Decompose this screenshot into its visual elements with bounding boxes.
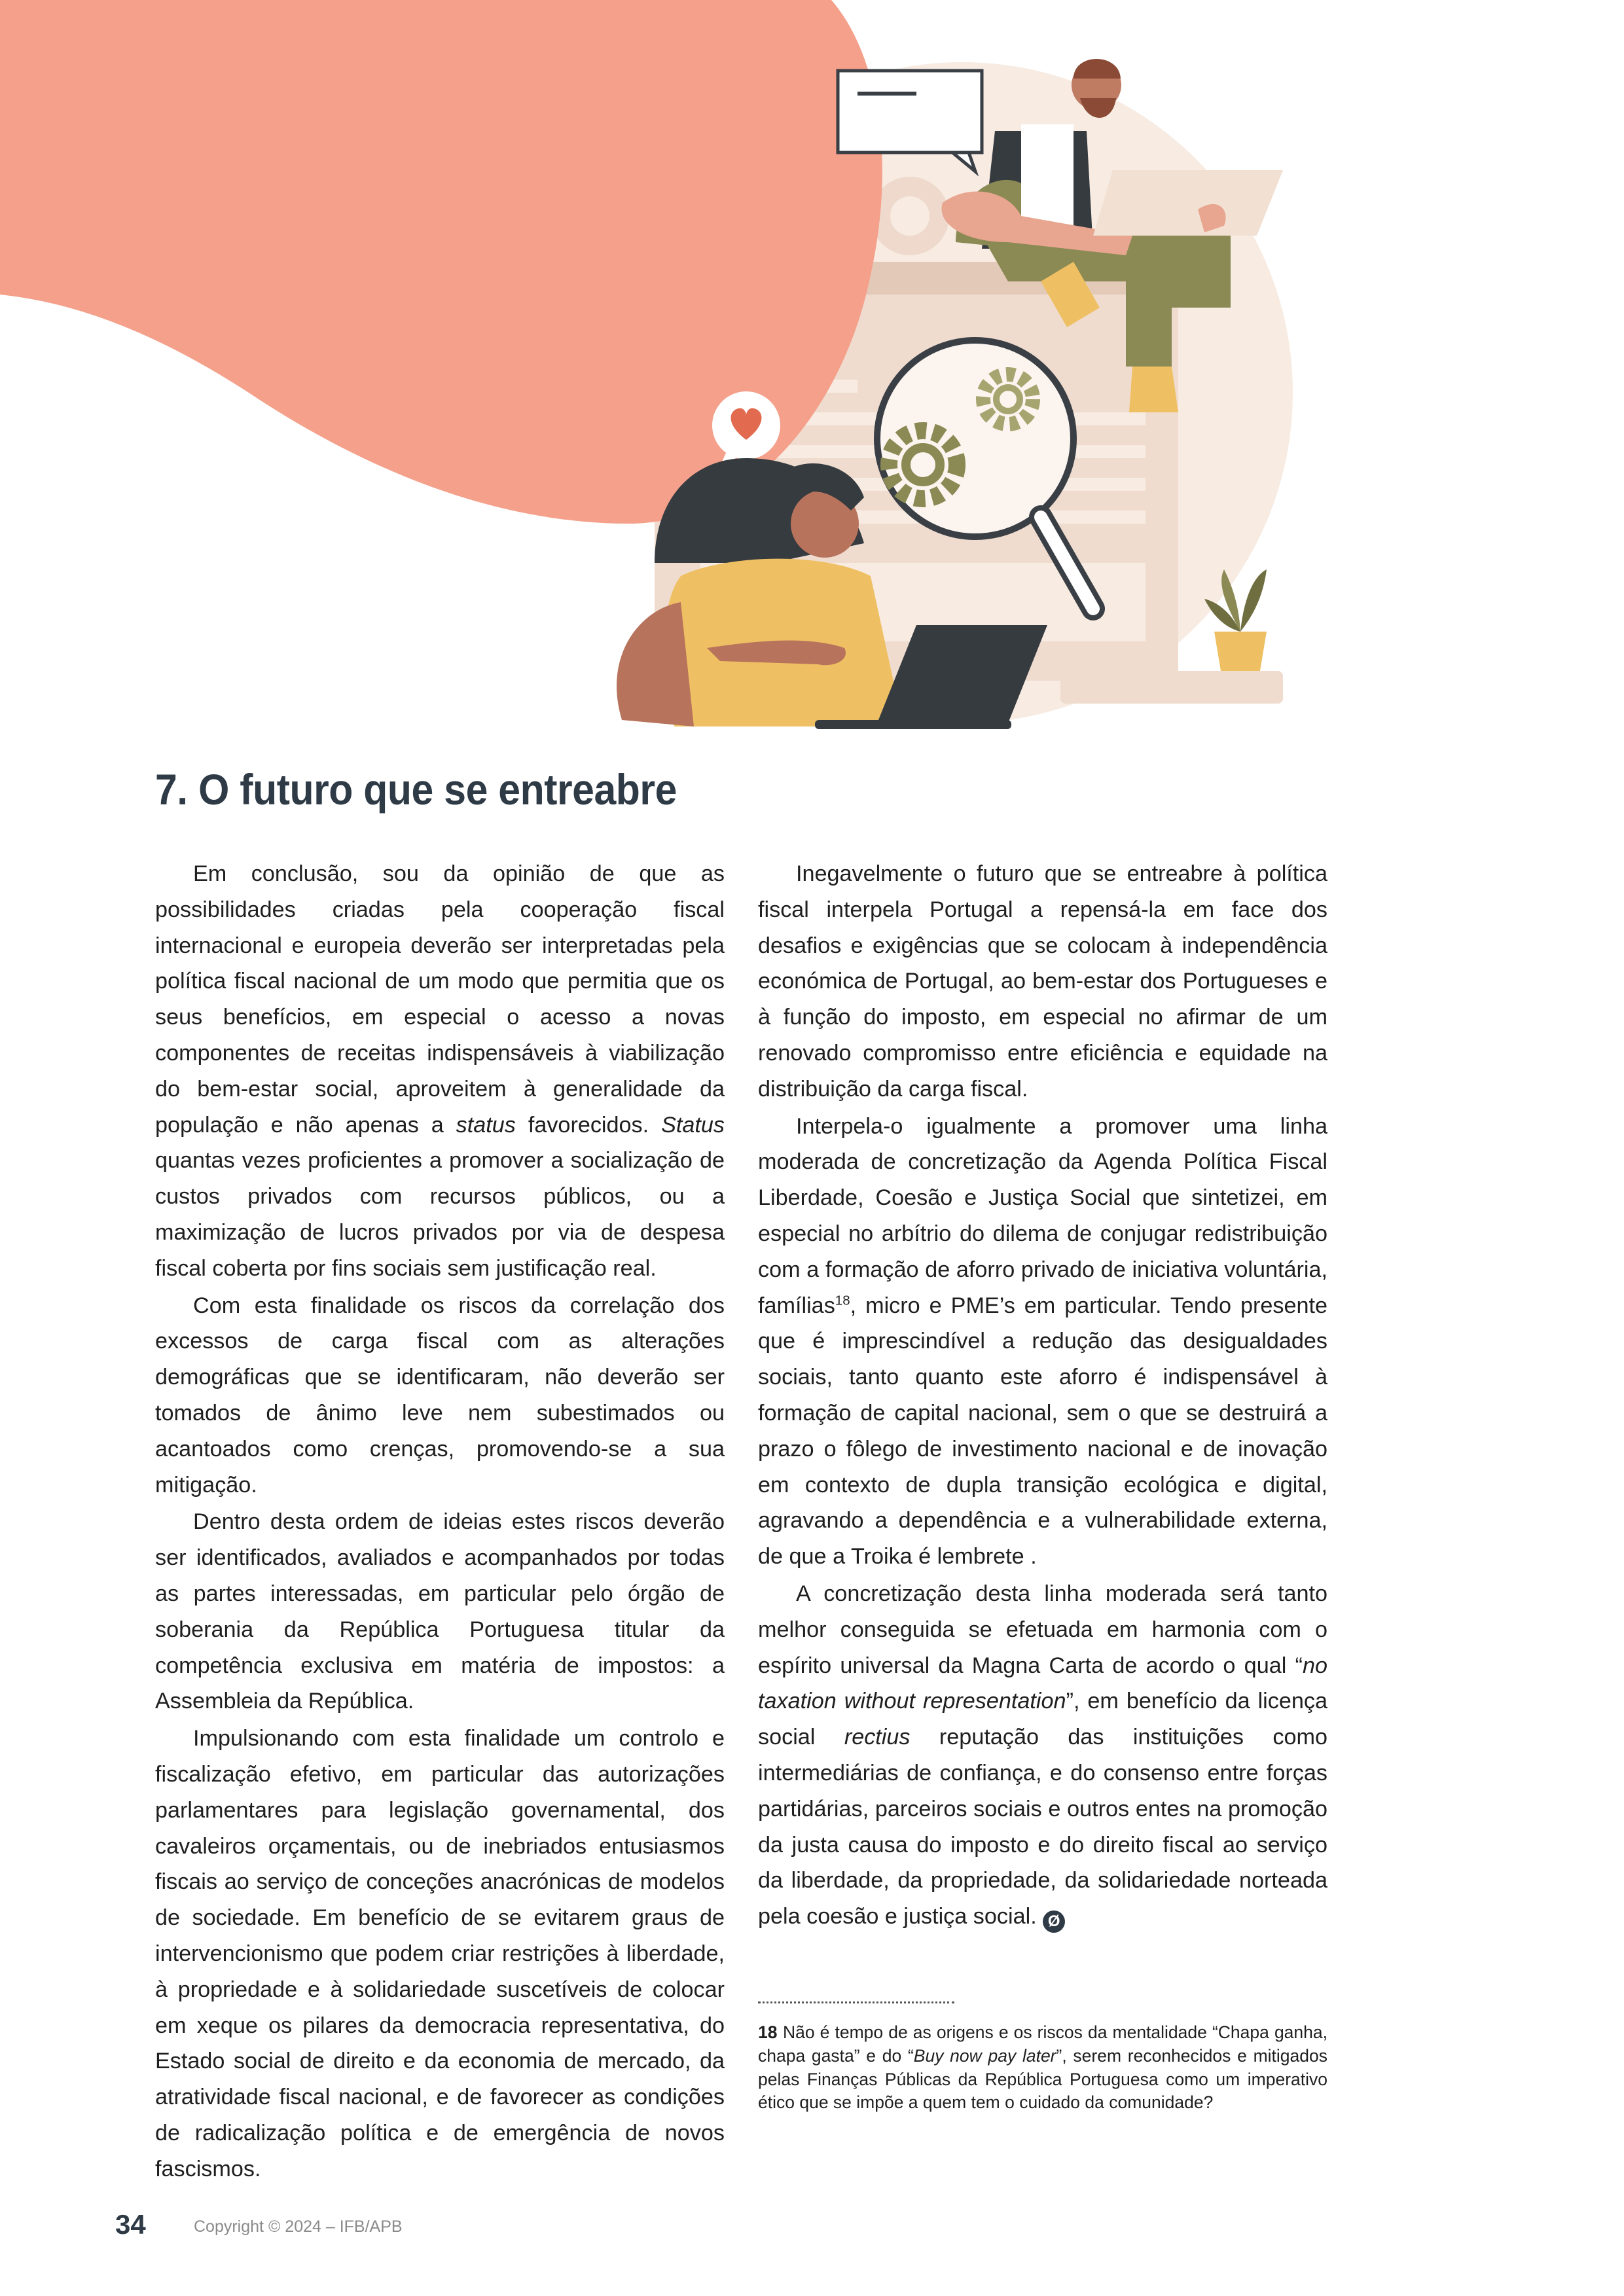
paragraph: Impulsionando com esta finalidade um controlo e fiscalização efetivo, em particular das autorizações parlamentares para legislação governamental, dos cavaleiros orçamentais, ou de inebriados entusiasmos fiscais ao serviço de conceções anacrónicas de modelos de sociedade. Em benefício de se evitarem graus de intervencionismo que podem criar restrições à liberdade, à propriedade e à solidariedade suscetíveis de colocar em xeque os pilares da democracia representativa, do Estado social de direito e da economia de mercado, da atratividade fiscal nacional, e de favorecer as condições de radicalização política e de emergência de novos fascismos.: [155, 1726, 725, 2181]
footnote: [758, 2021, 1327, 2115]
left-column: [155, 856, 725, 2188]
page-number: 34: [115, 2209, 146, 2240]
paragraph: Interpela-o igualmente a promover uma linha moderada de concretização da Agenda Política Fiscal Liberdade, Coesão e Justiça Social que sintetizei, em especial no arbítrio do dilema de conjugar redistribuição com a formação de aforro privado de iniciativa voluntária, famílias$^{18}$, micro e PME’s em particular. Tendo presente que é imprescindível a redução das desigualdades sociais, tanto quanto este aforro é indispensável à formação de capital nacional, sem o que se destruirá a prazo o fôlego de investimento nacional e de inovação em contexto de dupla transição ecológica e digital, agravando a dependência e a vulnerabilidade externa, de que a Troika é lembrete .: [758, 1113, 1327, 1570]
footnote-reference[interactable]: 18: [835, 1293, 850, 1308]
footnote-text: Não é tempo de as origens e os riscos da mentalidade “Chapa ganha, chapa gasta” e do “Buy now pay later”, serem reconhecidos e mitigados pelas Finanças Públicas da República Portuguesa como um imperativo ético que se impõe a quem tem o cuidado da comunidade?: [758, 2022, 1327, 2113]
paragraph: Dentro desta ordem de ideias estes riscos deverão ser identificados, avaliados e acompanhados por todas as partes interessadas, em particular pelo órgão de soberania da República Portuguesa titular da competência exclusiva em matéria de impostos: a Assembleia da República.: [155, 1509, 725, 1714]
footnote-number: 18: [758, 2022, 778, 2042]
paragraph: Em conclusão, sou da opinião de que as possibilidades criadas pela cooperação fiscal internacional e europeia deverão ser interpretadas pela política fiscal nacional de um modo que permitia que os seus benefícios, em especial o acesso a novas componentes de receitas indispensáveis à viabilização do bem-estar social, aproveitem à generalidade da população e não apenas a status favorecidos. Status quantas vezes proficientes a promover a socialização de custos privados com recursos públicos, ou a maximização de lucros privados por via de despesa fiscal coberta por fins sociais sem justificação real.: [155, 861, 725, 1281]
paragraph: Com esta finalidade os riscos da correlação dos excessos de carga fiscal com as alterações demográficas que se identificaram, não deverão ser tomados de ânimo leve nem subestimados ou acantoados como crenças, promovendo-se a sua mitigação.: [155, 1293, 725, 1498]
paragraph: A concretização desta linha moderada será tanto melhor conseguida se efetuada em harmonia com o espírito universal da Magna Carta de acordo o qual “no taxation without representation”, em benefício da licença social rectius reputação das instituições como intermediárias de confiança, e do consenso entre forças partidárias, parceiros sociais e outros entes na promoção da justa causa do imposto e do direito fiscal ao serviço da liberdade, da propriedade, da solidariedade norteada pela coesão e justiça social. Ø: [758, 1576, 1327, 1935]
copyright-notice: Copyright © 2024 – IFB/APB: [194, 2217, 403, 2236]
footnote-divider: [758, 2001, 954, 2003]
end-of-article-icon: Ø: [1043, 1910, 1065, 1933]
right-column: [758, 856, 1327, 1936]
paragraph: Inegavelmente o futuro que se entreabre à política fiscal interpela Portugal a repensá-la em face dos desafios e exigências que se colocam à independência económica de Portugal, ao bem-estar dos Portugueses e à função do imposto, em especial no afirmar de um renovado compromisso entre eficiência e equidade na distribuição da carga fiscal.: [758, 861, 1327, 1102]
section-heading: 7. O futuro que se entreabre: [155, 765, 677, 814]
header-illustration: [0, 0, 1624, 740]
